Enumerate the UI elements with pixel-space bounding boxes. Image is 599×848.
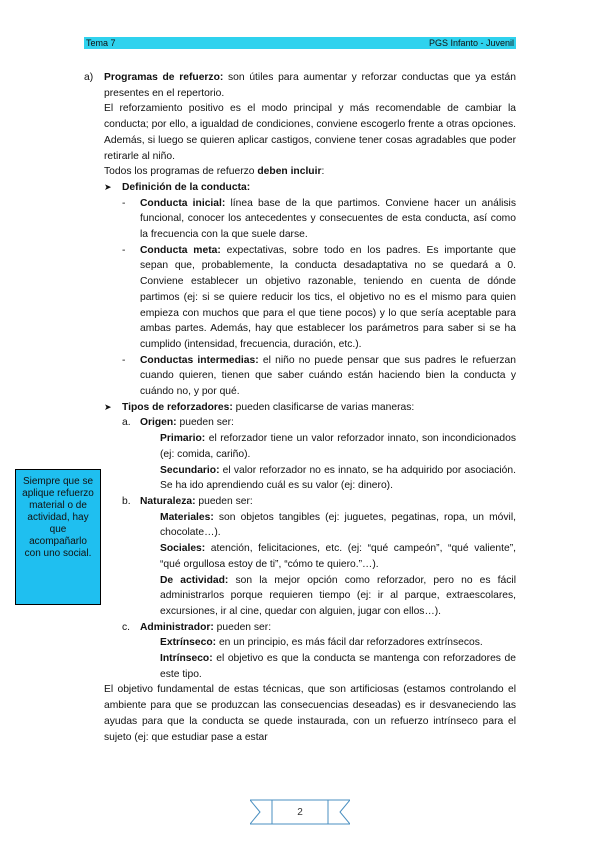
bold-text: deben incluir <box>257 166 322 178</box>
dash-item <box>84 353 516 400</box>
document-body <box>84 70 516 745</box>
paragraph-text: Todos los programas de refuerzo <box>104 166 258 178</box>
page-number: 2 <box>297 807 303 818</box>
sub-item-administrador <box>84 620 516 636</box>
margin-note-text: Siempre que se aplique refuerzo material o de actividad, hay que acompañarlo con uno social. <box>22 476 94 559</box>
item-title: Primario: <box>160 433 206 445</box>
section-a <box>84 70 516 101</box>
list-marker: a) <box>84 72 94 83</box>
bullet-definicion <box>84 180 516 196</box>
item-text: el objetivo es que la conducta se mantenga con reforzadores de este tipo. <box>160 653 516 680</box>
item-title: Sociales: <box>160 543 206 555</box>
list-marker: b. <box>122 495 131 507</box>
item-text: el valor reforzador no es innato, se ha adquirido por asociación. Se ha ido aprendiendo cuál es su valor (ej: dinero). <box>160 464 516 492</box>
paragraph <box>84 164 516 180</box>
dash-item <box>84 243 516 353</box>
bullet-title: Definición de la conducta: <box>122 181 251 193</box>
definition-primario <box>84 431 516 462</box>
dash-item <box>84 196 516 243</box>
sub-item-origen <box>84 415 516 431</box>
bullet-title: Tipos de reforzadores: <box>122 401 233 413</box>
item-title: Origen: <box>140 417 177 429</box>
item-title: Administrador: <box>140 621 214 633</box>
page-footer <box>250 798 350 828</box>
item-text: línea base de la que partimos. Conviene hacer un análisis funcional, conocer los antecedentes y consecuentes de esta conducta, así como la frecuencia con la que suele darse. <box>140 197 516 241</box>
margin-note-box <box>15 469 101 605</box>
item-text: pueden ser: <box>176 417 234 429</box>
list-marker: a. <box>122 417 131 429</box>
item-text: pueden ser: <box>213 621 272 633</box>
arrow-bullet-icon: ➤ <box>104 181 112 192</box>
list-marker: c. <box>122 621 131 633</box>
paragraph-text: : <box>321 166 325 178</box>
section-title: Programas de refuerzo: <box>104 72 224 83</box>
header-course: PGS Infanto - Juvenil <box>428 38 514 48</box>
paragraph-text: son útiles para aumentar y reforzar conductas que ya están presentes en el repertorio. <box>104 72 516 99</box>
item-title: Conducta meta: <box>140 244 221 256</box>
definition-sociales <box>84 541 516 572</box>
arrow-bullet-icon: ➤ <box>104 401 112 412</box>
bullet-text: pueden clasificarse de varias maneras: <box>232 401 415 413</box>
item-text: el niño no puede pensar que sus padres le refuerzan cuando quieren, tienen que saber cuándo están haciendo bien la conducta y cuándo no, y por qué. <box>140 354 516 398</box>
item-text: atención, felicitaciones, etc. (ej: “qué campeón”, “qué valiente”, “qué orgullosa estoy de ti”, “cómo te quiero.”…). <box>160 543 516 570</box>
definition-actividad <box>84 573 516 620</box>
item-title: Conductas intermedias: <box>140 354 259 366</box>
definition-materiales <box>84 510 516 541</box>
sub-item-naturaleza <box>84 494 516 510</box>
definition-secundario <box>84 463 516 494</box>
dash-marker: - <box>122 354 126 366</box>
item-text: en un principio, es más fácil dar reforzadores extrínsecos. <box>216 637 483 649</box>
item-text: son la mejor opción como reforzador, pero no es fácil administrarlos porque requieren tiempo (ej: ir al parque, extraescolares, excursiones, ir al cine, quedar con alguien, jugar con ellos…). <box>160 574 516 617</box>
page-header <box>84 37 516 49</box>
dash-marker: - <box>122 244 126 256</box>
closing-paragraph: El objetivo fundamental de estas técnicas, que son artificiosas (estamos controlando el ambiente para que se produzcan las consecuencias deseadas) es ir desvaneciendo las ayudas para que la conducta se quede instaurada, con un refuerzo intrínseco para el sujeto (ej: que estudiar pase a estar <box>104 684 516 743</box>
item-text: son objetos tangibles (ej: juguetes, pegatinas, ropa, un móvil, chocolate…). <box>160 511 516 539</box>
item-title: Intrínseco: <box>160 653 213 665</box>
item-title: Secundario: <box>160 464 220 476</box>
paragraph: El reforzamiento positivo es el modo principal y más recomendable de cambiar la conducta; por ello, a igualdad de condiciones, conviene escogerlo frente a otras opciones. Además, si luego se quieren aplicar castigos, conviene tener cosas agradables que poder retirarle al niño. <box>104 103 516 162</box>
item-text: el reforzador tiene un valor reforzador innato, son incondicionados (ej: comida, cariño). <box>160 433 516 460</box>
definition-extrinseco <box>84 635 516 651</box>
item-text: expectativas, sobre todo en los padres. Es importante que sepan que, probablemente, la conducta desadaptativa no se quedará a 0. Conviene establecer un objetivo razonable, teniendo en cuenta de dónde partimos (ej: si se quiere reducir los tics, el objetivo no es el mismo para quien empieza con muchos que para el que tiene pocos) y lo que sería aceptable para ambas partes. Además, hay que establecer los parámetros para saber si se ha cumplido (intensidad, frecuencia, duración, etc.). <box>140 244 516 350</box>
header-topic: Tema 7 <box>86 38 116 48</box>
item-title: Extrínseco: <box>160 637 217 649</box>
bullet-tipos <box>84 400 516 416</box>
definition-intrinseco <box>84 651 516 682</box>
item-title: De actividad: <box>160 574 229 586</box>
dash-marker: - <box>122 197 126 209</box>
item-title: Conducta inicial: <box>140 197 226 209</box>
item-title: Materiales: <box>160 511 214 523</box>
item-title: Naturaleza: <box>140 495 196 507</box>
item-text: pueden ser: <box>195 495 253 507</box>
